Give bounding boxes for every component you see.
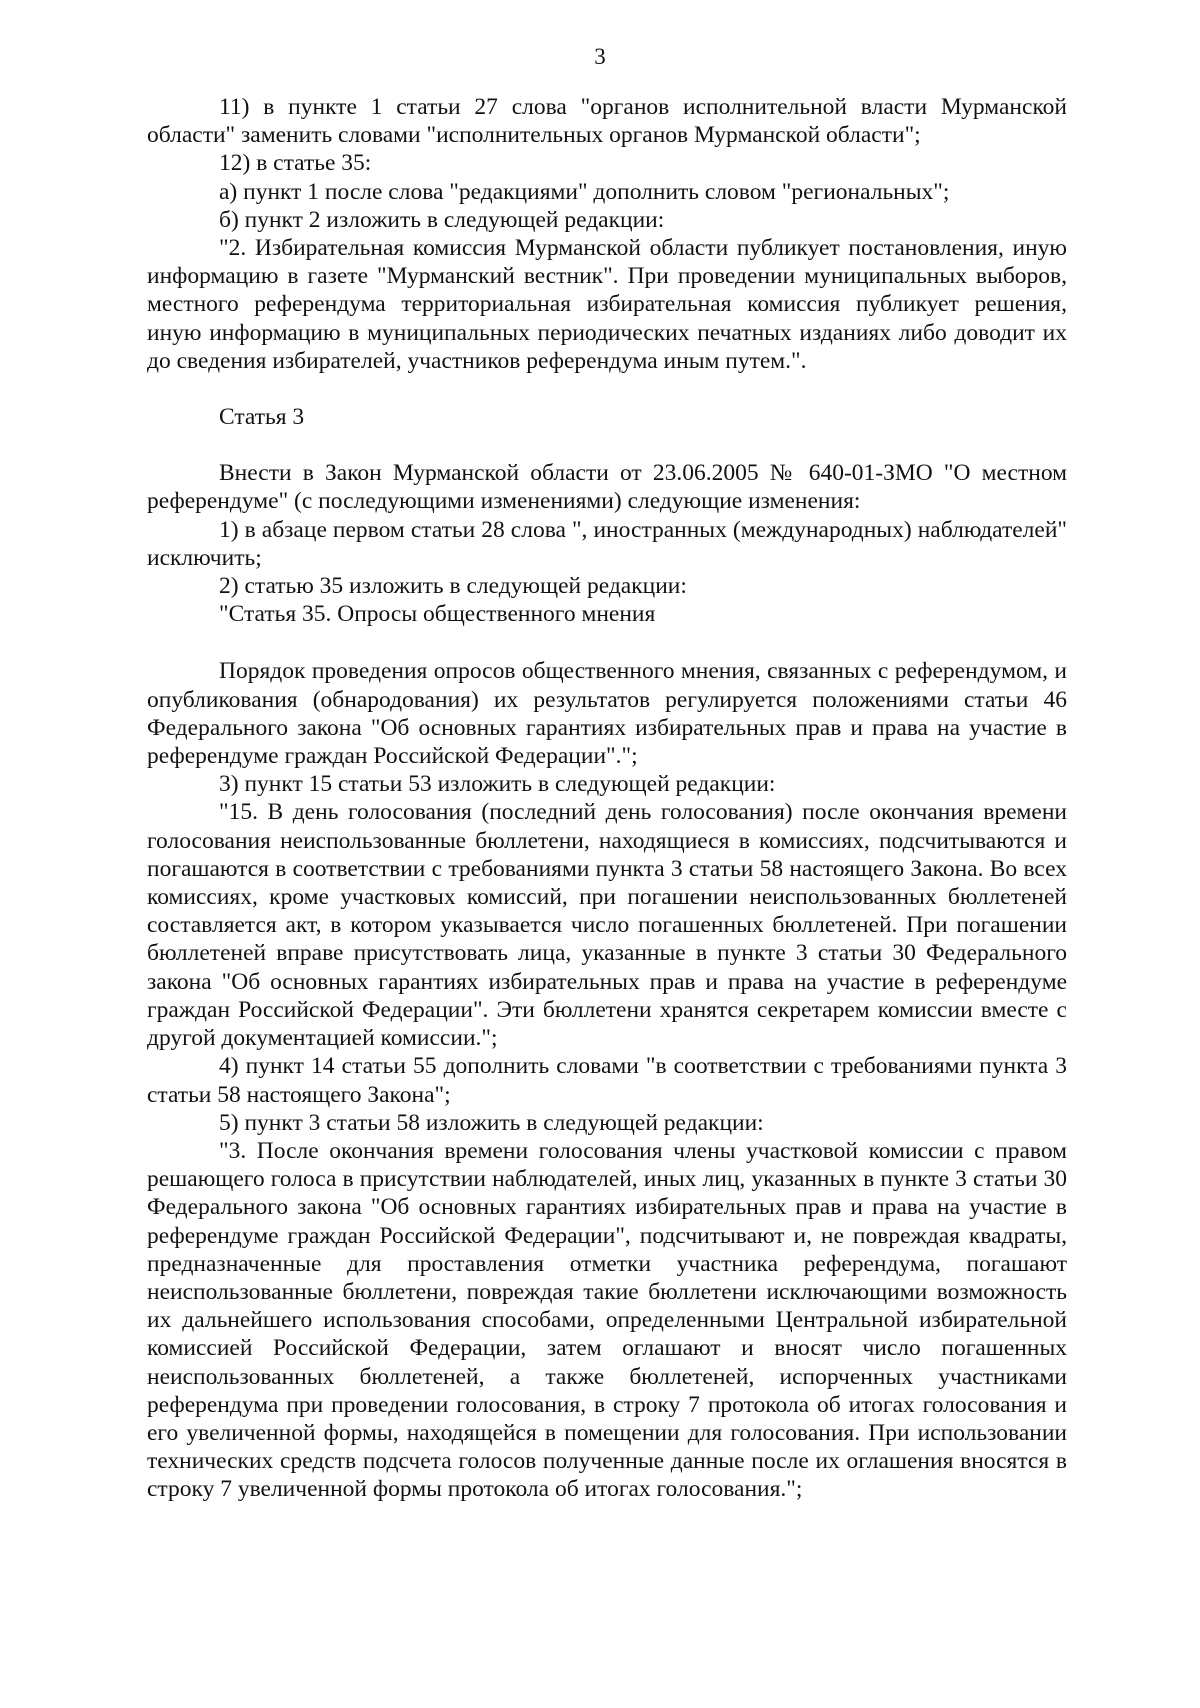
spacer — [147, 375, 1067, 403]
quoted-point-15: "15. В день голосования (последний день голосования) после окончания времени голосования неиспользованные бюллетени, находящиеся в комиссиях, подсчитываются и погашаются в соответствии с требованиями пункта 3 статьи 58 настоящего Закона. Во всех комиссиях, кроме участковых комиссий, при погашении неиспользованных бюллетеней составляется акт, в котором указывается число погашенных бюллетеней. При погашении бюллетеней вправе присутствовать лица, указанные в пункте 3 статьи 30 Федерального закона "Об основных гарантиях избирательных прав и права на участие в референдуме граждан Российской Федерации". Эти бюллетени хранятся секретарем комиссии вместе с другой документацией комиссии."; — [147, 799, 1067, 1052]
paragraph-intro: Внести в Закон Мурманской области от 23.06.2005 № 640-01-ЗМО "О местном референдуме" (с последующими изменениями) следующие изменения: — [147, 460, 1067, 515]
paragraph-item-2: 2) статью 35 изложить в следующей редакции: — [219, 573, 687, 600]
quoted-article-title: "Статья 35. Опросы общественного мнения — [219, 601, 656, 628]
page-number: 3 — [594, 44, 606, 69]
paragraph-item-12: 12) в статье 35: — [219, 150, 372, 177]
paragraph-item-11: 11) в пункте 1 статьи 27 слова "органов исполнительной власти Мурманской области" заменить словами "исполнительных органов Мурманской области"; — [147, 94, 1067, 149]
paragraph-item-4: 4) пункт 14 статьи 55 дополнить словами "в соответствии с требованиями пункта 3 статьи 58 настоящего Закона"; — [147, 1053, 1067, 1108]
spacer — [147, 628, 1067, 657]
paragraph-item-1: 1) в абзаце первом статьи 28 слова ", иностранных (международных) наблюдателей" исключить; — [147, 516, 1067, 571]
article-heading: Статья 3 — [219, 404, 305, 431]
paragraph-item-3: 3) пункт 15 статьи 53 изложить в следующей редакции: — [219, 771, 776, 798]
quoted-point-3: "3. После окончания времени голосования члены участковой комиссии с правом решающего голоса в присутствии наблюдателей, иных лиц, указанных в пункте 3 статьи 30 Федерального закона "Об основных гарантиях избирательных прав и права на участие в референдуме граждан Российской Федерации", подсчитывают и, не повреждая квадраты, предназначенные для проставления отметки участника референдума, погашают неиспользованные бюллетени, повреждая такие бюллетени исключающими возможность их дальнейшего использования способами, определенными Центральной избирательной комиссией Российской Федерации, затем оглашают и вносят число погашенных неиспользованных бюллетеней, а также бюллетеней, испорченных участниками референдума при проведении голосования, в строку 7 протокола об итогах голосования и его увеличенной формы, находящейся в помещении для голосования. При использовании технических средств подсчета голосов полученные данные после их оглашения вносятся в строку 7 увеличенной формы протокола об итогах голосования."; — [147, 1137, 1067, 1503]
paragraph-item-5: 5) пункт 3 статьи 58 изложить в следующей редакции: — [219, 1109, 764, 1136]
quoted-point-2: "2. Избирательная комиссия Мурманской области публикует постановления, иную информацию в газете "Мурманский вестник". При проведении муниципальных выборов, местного референдума территориальная избирательная комиссия публикует решения, иную информацию в муниципальных периодических печатных изданиях либо доводит их до сведения избирателей, участников референдума иным путем.". — [147, 235, 1067, 374]
paragraph-subitem-b: б) пункт 2 изложить в следующей редакции: — [219, 206, 665, 233]
document-body — [147, 93, 1067, 1504]
spacer — [147, 431, 1067, 459]
quoted-article-text: Порядок проведения опросов общественного мнения, связанных с референдумом, и опубликования (обнародования) их результатов регулируется положениями статьи 46 Федерального закона "Об основных гарантиях избирательных прав и права на участие в референдуме граждан Российской Федерации"."; — [147, 658, 1067, 770]
paragraph-subitem-a: а) пункт 1 после слова "редакциями" дополнить словом "региональных"; — [219, 178, 950, 205]
